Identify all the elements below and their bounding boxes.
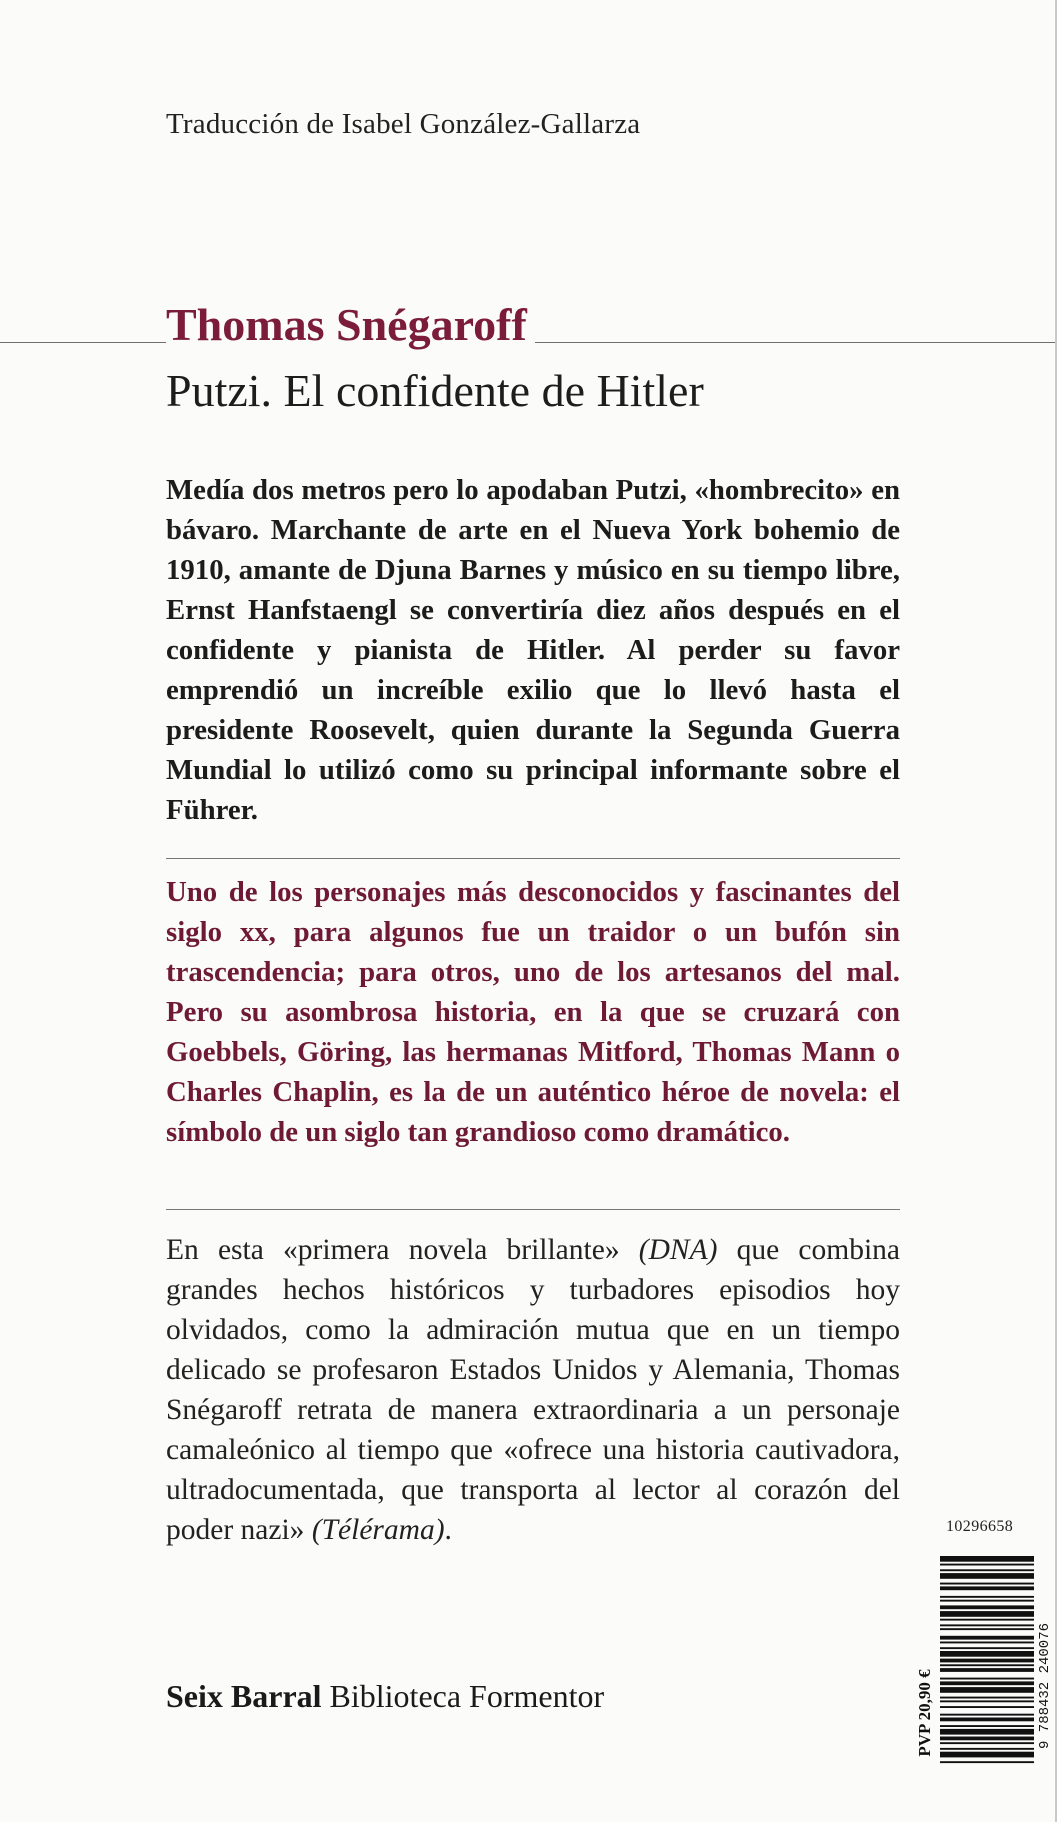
highlight-paragraph: Uno de los personajes más desconocidos y fascinantes del siglo xx, para algunos fue un traidor o un bufón sin trascendencia; para otros, uno de los artesanos del mal. Pero su asombrosa historia, en la que se cruzará con Goebbels, Göring, las hermanas Mitford, Thomas Mann o Charles Chaplin, es la de un auténtico héroe de novela: el símbolo de un siglo tan grandioso como dramático. (166, 876, 900, 1148)
collection-name: Biblioteca Formentor (329, 1678, 605, 1714)
quote-source: (Télérama) (311, 1514, 445, 1546)
sku-number: 10296658 (946, 1518, 1014, 1535)
barcode-stripe (940, 1586, 1034, 1590)
quote-source: (DNA) (638, 1234, 718, 1266)
barcode-stripe (940, 1714, 1034, 1716)
barcode-stripe (940, 1737, 1034, 1741)
synopsis-paragraph: Medía dos metros pero lo apodaban Putzi, «hombrecito» en bávaro. Marchante de arte en el Nueva York bohemio de 1910, amante de Djuna Barnes y músico en su tiempo libre, Ernst Hanfstaengl se convertiría diez años después en el confidente y pianista de Hitler. Al perder su favor emprendió un increíble exilio que lo llevó hasta el presidente Roosevelt, quien durante la Segunda Guerra Mundial lo utilizó como su principal informante sobre el Führer. (166, 474, 900, 826)
barcode-stripe (940, 1681, 1034, 1685)
barcode-stripe (940, 1752, 1034, 1758)
barcode-stripe (940, 1659, 1034, 1663)
barcode-stripe (940, 1697, 1034, 1699)
barcode-stripe (940, 1619, 1034, 1621)
barcode-label (896, 1518, 1056, 1818)
barcode-stripe (940, 1583, 1034, 1585)
barcode-stripe (940, 1642, 1034, 1644)
barcode-stripe (940, 1605, 1034, 1609)
barcode-stripe (940, 1718, 1034, 1722)
barcode-stripe (940, 1687, 1034, 1693)
barcode-stripe (940, 1569, 1034, 1571)
barcode-stripe (940, 1748, 1034, 1750)
publisher-name: Seix Barral (166, 1678, 322, 1714)
barcode-bars (940, 1552, 1034, 1818)
barcode-stripe (940, 1600, 1034, 1602)
translator-credit: Traducción de Isabel González-Gallarza (166, 108, 641, 140)
barcode-stripe (940, 1573, 1034, 1579)
barcode-stripe (940, 1628, 1034, 1630)
barcode-stripe (940, 1742, 1034, 1744)
price-tag: PVP 20,90 € (915, 1669, 934, 1757)
barcode-stripe (940, 1664, 1034, 1666)
author-name: Thomas Snégaroff (166, 298, 535, 351)
barcode-stripe (940, 1706, 1034, 1708)
barcode-stripe (940, 1651, 1034, 1657)
praise-text: En esta «primera novela brillante» (166, 1234, 639, 1266)
barcode-stripe (940, 1596, 1034, 1598)
praise-text: . (444, 1514, 452, 1546)
barcode-stripe (940, 1647, 1034, 1649)
section-divider (166, 858, 900, 859)
barcode-stripe (940, 1729, 1034, 1735)
section-divider (166, 1209, 900, 1210)
barcode-stripe (940, 1564, 1034, 1566)
barcode-stripe (940, 1636, 1034, 1640)
price-container (910, 1608, 940, 1818)
praise-text: que combina grandes hechos históricos y turbadores episodios hoy olvidados, como la admiración mutua que en un tiempo delicado se profesaron Estados Unidos y Alemania, Thomas Snégaroff retrata de manera extraordinaria a un personaje camaleónico al tiempo que «ofrece una historia cautivadora, ultradocumentada, que transporta al lector al corazón del poder nazi» (166, 1234, 900, 1546)
ean-container (1036, 1554, 1054, 1818)
barcode-stripe (940, 1556, 1034, 1562)
barcode-stripe (940, 1725, 1034, 1727)
barcode-stripe (940, 1678, 1034, 1680)
barcode-stripe (940, 1668, 1034, 1672)
barcode-stripe (940, 1700, 1034, 1702)
barcode-stripe (940, 1624, 1034, 1626)
publisher-imprint (166, 1678, 604, 1715)
book-title: Putzi. El confidente de Hitler (166, 365, 704, 416)
barcode-stripe (940, 1761, 1034, 1763)
barcode-stripe (940, 1611, 1034, 1617)
ean-number: 9 788432 240076 (1037, 1622, 1053, 1750)
praise-paragraph (166, 1230, 900, 1550)
